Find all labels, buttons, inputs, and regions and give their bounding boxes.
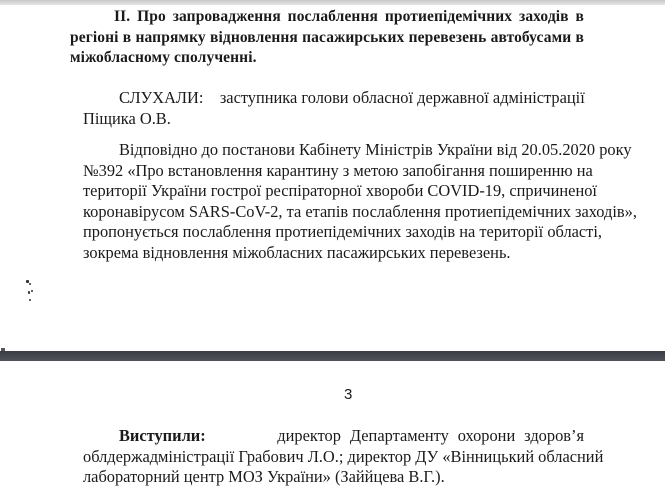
heading-line: регіоні в напрямку відновлення пасажирських перевезень автобусами в bbox=[70, 28, 584, 46]
spoke-line: облдержадміністрації Грабович Л.О.; директор ДУ «Вінницький обласний bbox=[83, 446, 604, 466]
body-line: пропонується послаблення протиепідемічних заходів на території області, bbox=[83, 222, 602, 241]
body-line: коронавірусом SARS-CoV-2, та етапів послаблення протиепідемічних заходів», bbox=[83, 201, 637, 221]
heard-line: Піщика О.В. bbox=[83, 108, 171, 128]
heard-label: СЛУХАЛИ: bbox=[119, 88, 204, 107]
spoke-text: директор Департаменту охорони здоров’я bbox=[277, 426, 585, 445]
heard-first-line bbox=[83, 88, 584, 109]
body-line: зокрема відновлення міжобласних пасажирських перевезень. bbox=[83, 242, 511, 262]
spoke-paragraph bbox=[83, 426, 604, 488]
heading-line: міжобласному сполученні. bbox=[70, 49, 257, 66]
body-line: №392 «Про встановлення карантину з метою запобігання поширенню на bbox=[83, 160, 593, 180]
spoke-label: Виступили: bbox=[119, 426, 206, 445]
resolution-paragraph bbox=[83, 140, 637, 263]
page-number: 3 bbox=[344, 386, 353, 403]
section-heading bbox=[70, 7, 584, 69]
heard-text: заступника голови обласної державної адміністрації bbox=[219, 88, 585, 107]
spoke-line: лабораторний центр МОЗ України» (Заййцева В.Г.). bbox=[83, 467, 445, 486]
spoke-first-line bbox=[83, 426, 584, 447]
body-line: території України гострої респіраторної хвороби COVID-19, спричиненої bbox=[83, 181, 597, 200]
body-line: Відповідно до постанови Кабінету Міністрів України від 20.05.2020 року bbox=[119, 140, 632, 159]
heard-paragraph bbox=[83, 88, 584, 129]
heading-line: II. Про запровадження послаблення протиепідемічних заходів в bbox=[114, 8, 584, 25]
